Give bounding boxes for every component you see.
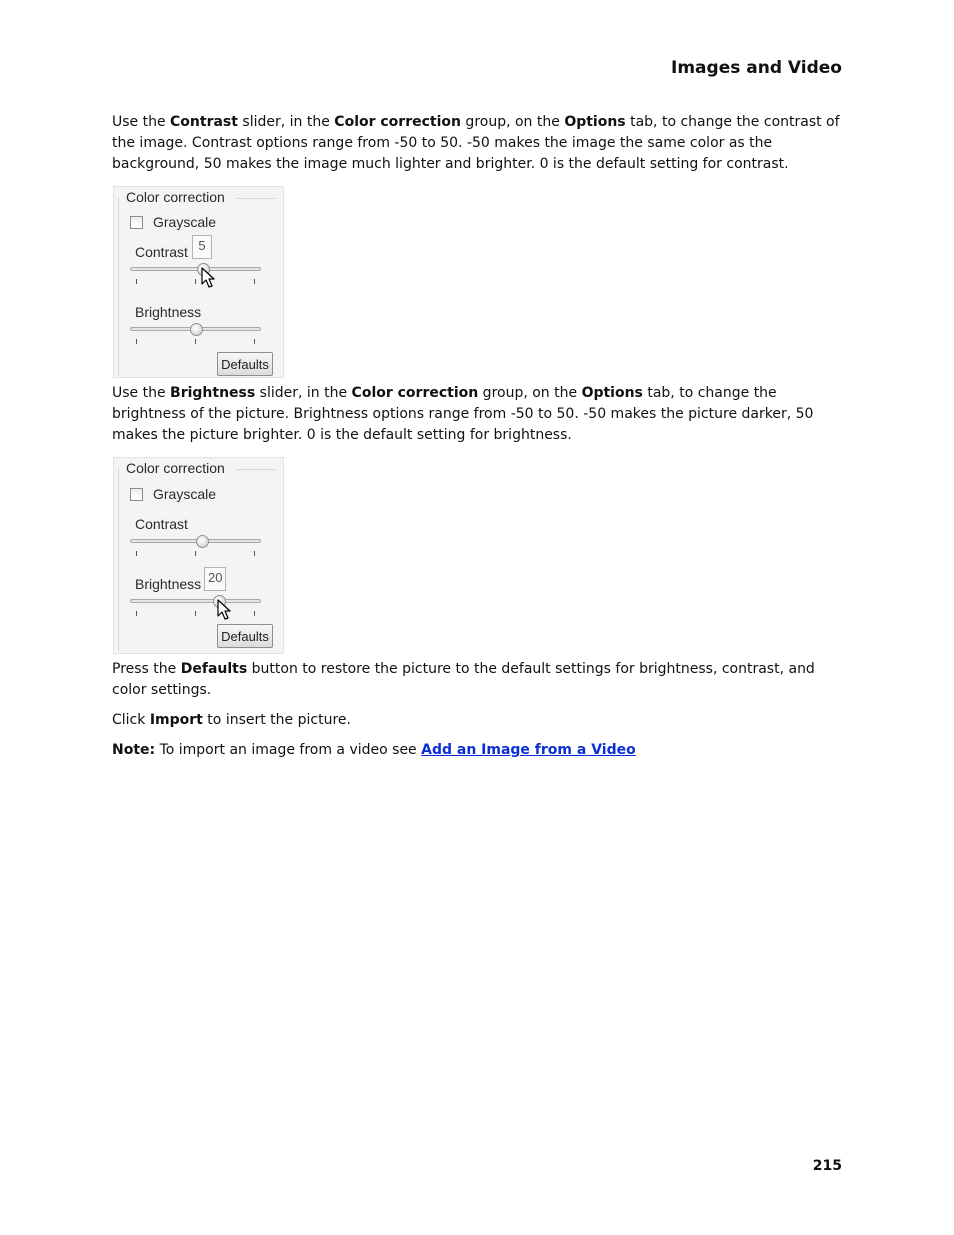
text-run: group, on the <box>478 385 582 401</box>
color-correction-panel-contrast <box>113 186 284 378</box>
slider-tick <box>195 551 196 556</box>
bold-term: Options <box>564 114 626 130</box>
slider-tick <box>195 279 196 284</box>
mouse-pointer-icon <box>201 267 217 289</box>
defaults-paragraph <box>112 659 848 701</box>
text-run: Click <box>112 712 150 728</box>
group-border <box>236 469 275 470</box>
page-title: Images and Video <box>671 58 842 78</box>
color-correction-panel-brightness <box>113 457 284 654</box>
slider-tick <box>254 551 255 556</box>
group-border <box>236 198 275 199</box>
bold-term: Import <box>149 712 203 728</box>
text-run: to insert the picture. <box>202 712 351 728</box>
bold-term: Defaults <box>180 661 248 677</box>
group-border <box>118 469 119 651</box>
defaults-button[interactable]: Defaults <box>217 352 273 376</box>
import-paragraph <box>112 710 848 731</box>
bold-term: Options <box>581 385 643 401</box>
text-run: Use the <box>112 385 171 401</box>
text-run: button to restore the picture to the default settings for brightness, contrast, and color settings. <box>112 661 815 698</box>
slider-tick <box>136 551 137 556</box>
bold-term: Color correction <box>334 114 461 130</box>
brightness-slider-track[interactable] <box>130 599 261 603</box>
bold-term: Brightness <box>170 385 256 401</box>
contrast-label: Contrast <box>135 244 188 260</box>
text-run: Press the <box>112 661 181 677</box>
text-run: Use the <box>112 114 171 130</box>
slider-tick <box>136 339 137 344</box>
slider-tick <box>136 279 137 284</box>
group-border <box>118 198 119 375</box>
text-run: slider, in the <box>237 114 335 130</box>
bold-term: Color correction <box>351 385 479 401</box>
brightness-paragraph <box>112 383 848 446</box>
page-number: 215 <box>812 1158 842 1174</box>
contrast-label: Contrast <box>135 516 188 532</box>
mouse-pointer-icon <box>217 599 233 621</box>
group-title: Color correction <box>126 189 225 205</box>
slider-tick <box>254 339 255 344</box>
contrast-slider-track[interactable] <box>130 267 261 271</box>
slider-tick <box>136 611 137 616</box>
bold-term: Contrast <box>170 114 238 130</box>
text-run: To import an image from a video see <box>155 742 422 758</box>
note-paragraph <box>112 740 848 761</box>
slider-tick <box>254 279 255 284</box>
brightness-slider-thumb[interactable] <box>190 323 203 336</box>
note-label: Note: <box>112 742 156 758</box>
brightness-label: Brightness <box>135 304 202 320</box>
slider-tick <box>195 339 196 344</box>
text-run: slider, in the <box>255 385 352 401</box>
group-title: Color correction <box>126 460 225 476</box>
contrast-slider-thumb[interactable] <box>196 535 209 548</box>
text-run: tab, to change the brightness of the picture. Brightness options range from -50 to 50. -50 makes the picture darker, 50 makes the picture brighter. 0 is the default setting for brightness. <box>112 385 814 443</box>
grayscale-label: Grayscale <box>153 214 217 230</box>
text-run: tab, to change the contrast of the image. Contrast options range from -50 to 50. -50 makes the image the same color as the background, 50 makes the image much lighter and brighter. 0 is the default setting for contrast. <box>112 114 840 172</box>
defaults-button[interactable]: Defaults <box>217 624 273 648</box>
contrast-value-tooltip: 5 <box>192 235 212 259</box>
contrast-paragraph <box>112 112 848 175</box>
grayscale-checkbox[interactable] <box>130 488 143 501</box>
grayscale-checkbox[interactable] <box>130 216 143 229</box>
grayscale-label: Grayscale <box>153 486 217 502</box>
brightness-label: Brightness <box>135 576 202 592</box>
slider-tick <box>254 611 255 616</box>
add-image-from-video-link[interactable]: Add an Image from a Video <box>421 742 636 758</box>
slider-tick <box>195 611 196 616</box>
text-run: group, on the <box>460 114 565 130</box>
brightness-value-tooltip: 20 <box>204 567 226 591</box>
